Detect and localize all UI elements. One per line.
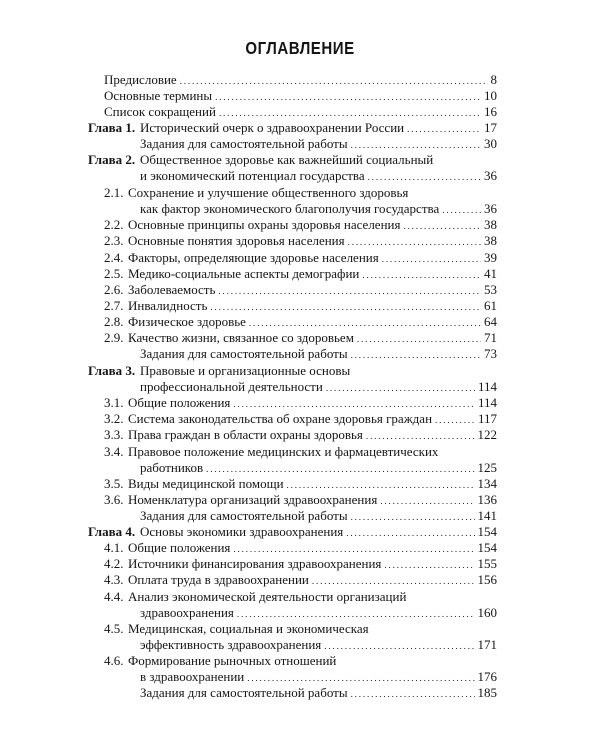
toc-entry — [104, 621, 497, 637]
dot-leader — [407, 120, 481, 136]
toc-entry-label: Правовое положение медицинских и фармацевтических — [128, 444, 439, 459]
toc-entry — [104, 233, 497, 249]
toc-entry-label: Качество жизни, связанное со здоровьем — [128, 330, 354, 345]
toc-entry-label: Общие положения — [128, 395, 231, 410]
dot-leader — [233, 395, 475, 411]
toc-entry-number: 2.7. — [104, 298, 124, 313]
toc-entry-page: 38 — [484, 233, 497, 248]
toc-entry — [88, 524, 497, 540]
toc-entry-label: Сохранение и улучшение общественного здоровья — [128, 185, 409, 200]
toc-entry — [140, 201, 497, 217]
toc-entry — [104, 185, 497, 201]
toc-entry-number: 4.1. — [104, 540, 124, 555]
dot-leader — [351, 346, 481, 362]
toc-entry — [104, 314, 497, 330]
toc-entry-label: Правовые и организационные основы — [140, 363, 351, 378]
toc-entry-page: 154 — [477, 524, 497, 539]
toc-entry-number: 4.2. — [104, 556, 124, 571]
toc-entry — [104, 492, 497, 508]
toc-entry-label: Права граждан в области охраны здоровья — [128, 427, 363, 442]
dot-leader — [287, 476, 475, 492]
toc-entry-number: 4.4. — [104, 589, 124, 604]
toc-entry-page: 71 — [484, 330, 497, 345]
toc-entry-label: работников — [140, 460, 204, 475]
toc-entry — [88, 120, 497, 136]
dot-leader — [366, 427, 475, 443]
toc-entry-page: 16 — [484, 104, 497, 119]
toc-entry-number: 3.2. — [104, 411, 124, 426]
toc-entry — [104, 476, 497, 492]
dot-leader — [351, 685, 475, 701]
toc-entry — [104, 330, 497, 346]
toc-entry-label: и экономический потенциал государства — [140, 168, 365, 183]
dot-leader — [180, 72, 488, 88]
toc-entry — [104, 217, 497, 233]
dot-leader — [233, 540, 474, 556]
toc-entry-label: Заболеваемость — [128, 282, 216, 297]
toc-entry — [104, 266, 497, 282]
toc-entry — [104, 653, 497, 669]
toc-entry-page: 64 — [484, 314, 497, 329]
toc-entry-number: 2.4. — [104, 250, 124, 265]
dot-leader — [218, 282, 481, 298]
dot-leader — [348, 233, 481, 249]
toc-entry-label: Задания для самостоятельной работы — [140, 508, 348, 523]
toc-entry-page: 117 — [477, 411, 497, 426]
toc-entry — [140, 168, 497, 184]
toc-entry-label: Инвалидность — [128, 298, 208, 313]
toc-entry-page: 114 — [477, 379, 497, 394]
dot-leader — [351, 136, 481, 152]
dot-leader — [237, 605, 475, 621]
page-title: ОГЛАВЛЕНИЕ — [245, 38, 355, 58]
toc-entry — [140, 508, 497, 524]
dot-leader — [326, 379, 475, 395]
toc-entry — [104, 250, 497, 266]
toc-entry — [104, 88, 497, 104]
dot-leader — [435, 411, 475, 427]
dot-leader — [247, 669, 474, 685]
toc-entry-label: Анализ экономической деятельности организаций — [128, 589, 407, 604]
toc-entry — [88, 152, 497, 168]
toc-entry-page: 141 — [477, 508, 497, 523]
toc-entry-number: Глава 2. — [88, 152, 136, 167]
toc-entry-number: 4.3. — [104, 572, 124, 587]
toc-entry-number: 2.5. — [104, 266, 124, 281]
dot-leader — [351, 508, 475, 524]
toc-entry-page: 154 — [477, 540, 497, 555]
dot-leader — [403, 217, 481, 233]
toc-entry-label: Номенклатура организаций здравоохранения — [128, 492, 378, 507]
toc-entry-page: 41 — [484, 266, 497, 281]
dot-leader — [382, 250, 481, 266]
toc-entry-number: 3.5. — [104, 476, 124, 491]
toc-entry-number: 2.9. — [104, 330, 124, 345]
toc-entry — [104, 72, 497, 88]
toc-entry-label: эффективность здравоохранения — [140, 637, 322, 652]
toc-entry-label: в здравоохранении — [140, 669, 245, 684]
dot-leader — [249, 314, 481, 330]
toc-entry — [104, 540, 497, 556]
toc-entry-page: 114 — [477, 395, 497, 410]
dot-leader — [357, 330, 481, 346]
toc-entry-number: 2.3. — [104, 233, 124, 248]
toc-entry-page: 30 — [484, 136, 497, 151]
toc-entry-label: Общие положения — [128, 540, 231, 555]
toc-entry-label: Медико-социальные аспекты демографии — [128, 266, 360, 281]
toc-entry — [104, 282, 497, 298]
toc-entry-number: 2.8. — [104, 314, 124, 329]
toc-entry-label: Список сокращений — [104, 104, 216, 119]
toc-entry-number: 2.2. — [104, 217, 124, 232]
toc-entry-label: Система законодательства об охране здоровья граждан — [128, 411, 433, 426]
toc-entry-label: как фактор экономического благополучия государства — [140, 201, 440, 216]
toc-entry-label: Общественное здоровье как важнейший социальный — [140, 152, 434, 167]
toc-entry-page: 171 — [477, 637, 497, 652]
dot-leader — [219, 104, 481, 120]
dot-leader — [368, 168, 481, 184]
toc-entry-label: здравоохранения — [140, 605, 234, 620]
toc-entry — [104, 589, 497, 605]
toc-entry-label: Физическое здоровье — [128, 314, 246, 329]
toc-entry-page: 122 — [477, 427, 497, 442]
toc-entry-label: Виды медицинской помощи — [128, 476, 284, 491]
toc-entry — [140, 685, 497, 701]
toc-entry-number: Глава 3. — [88, 363, 136, 378]
toc-entry-page: 156 — [477, 572, 497, 587]
dot-leader — [206, 460, 474, 476]
toc-entry-page: 10 — [484, 88, 497, 103]
toc-entry-number: 2.1. — [104, 185, 124, 200]
toc-entry-page: 38 — [484, 217, 497, 232]
toc-entry-number: 4.5. — [104, 621, 124, 636]
toc-entry-page: 17 — [484, 120, 497, 135]
toc-entry-label: профессиональной деятельности — [140, 379, 323, 394]
toc-entry-number: 3.3. — [104, 427, 124, 442]
toc-entry-number: 4.6. — [104, 653, 124, 668]
toc-entry-page: 134 — [477, 476, 497, 491]
dot-leader — [362, 266, 481, 282]
toc-entry-page: 185 — [477, 685, 497, 700]
dot-leader — [384, 556, 474, 572]
toc-entry — [140, 136, 497, 152]
toc-entry-label: Задания для самостоятельной работы — [140, 346, 348, 361]
toc-entry — [104, 427, 497, 443]
toc-entry-page: 73 — [484, 346, 497, 361]
toc-entry-label: Источники финансирования здравоохранения — [128, 556, 382, 571]
toc-entry — [140, 460, 497, 476]
toc-entry — [140, 379, 497, 395]
toc-entry-page: 61 — [484, 298, 497, 313]
toc-entry — [140, 669, 497, 685]
toc-entry-number: 3.6. — [104, 492, 124, 507]
toc-entry — [104, 572, 497, 588]
toc-entry — [140, 346, 497, 362]
toc-entry-page: 36 — [484, 201, 497, 216]
dot-leader — [346, 524, 474, 540]
toc-entry — [140, 637, 497, 653]
toc-entry-page: 136 — [477, 492, 497, 507]
toc-entry — [104, 104, 497, 120]
toc-entry-label: Исторический очерк о здравоохранении России — [140, 120, 405, 135]
toc-entry-label: Предисловие — [104, 72, 177, 87]
toc-entry-label: Задания для самостоятельной работы — [140, 685, 348, 700]
toc-entry-label: Основные принципы охраны здоровья населения — [128, 217, 401, 232]
toc-entry-page: 53 — [484, 282, 497, 297]
toc-entry — [104, 395, 497, 411]
dot-leader — [312, 572, 475, 588]
dot-leader — [380, 492, 474, 508]
toc-entry — [140, 605, 497, 621]
toc-entry-label: Медицинская, социальная и экономическая — [128, 621, 369, 636]
toc-entry — [104, 411, 497, 427]
toc-entry-label: Основные термины — [104, 88, 213, 103]
toc-entry-label: Основные понятия здоровья населения — [128, 233, 345, 248]
toc-entry-label: Основы экономики здравоохранения — [140, 524, 344, 539]
dot-leader — [324, 637, 474, 653]
dot-leader — [210, 298, 481, 314]
toc-entry-page: 39 — [484, 250, 497, 265]
toc-entry — [104, 298, 497, 314]
toc-entry-label: Формирование рыночных отношений — [128, 653, 337, 668]
toc-entry-label: Оплата труда в здравоохранении — [128, 572, 309, 587]
toc-entry-page: 176 — [477, 669, 497, 684]
dot-leader — [215, 88, 481, 104]
toc-entry-number: Глава 1. — [88, 120, 136, 135]
toc-entry-number: Глава 4. — [88, 524, 136, 539]
toc-entry — [104, 556, 497, 572]
dot-leader — [442, 201, 481, 217]
toc-entry-page: 155 — [477, 556, 497, 571]
toc-entry-label: Факторы, определяющие здоровье населения — [128, 250, 379, 265]
toc-entry — [88, 363, 497, 379]
toc-entry-page: 125 — [477, 460, 497, 475]
toc-entry-number: 3.1. — [104, 395, 124, 410]
toc-entry-label: Задания для самостоятельной работы — [140, 136, 348, 151]
toc-entry-page: 160 — [477, 605, 497, 620]
toc-entry-page: 8 — [490, 72, 497, 87]
toc-entry-number: 2.6. — [104, 282, 124, 297]
toc-entry-number: 3.4. — [104, 444, 124, 459]
toc-entry — [104, 444, 497, 460]
toc-entry-page: 36 — [484, 168, 497, 183]
